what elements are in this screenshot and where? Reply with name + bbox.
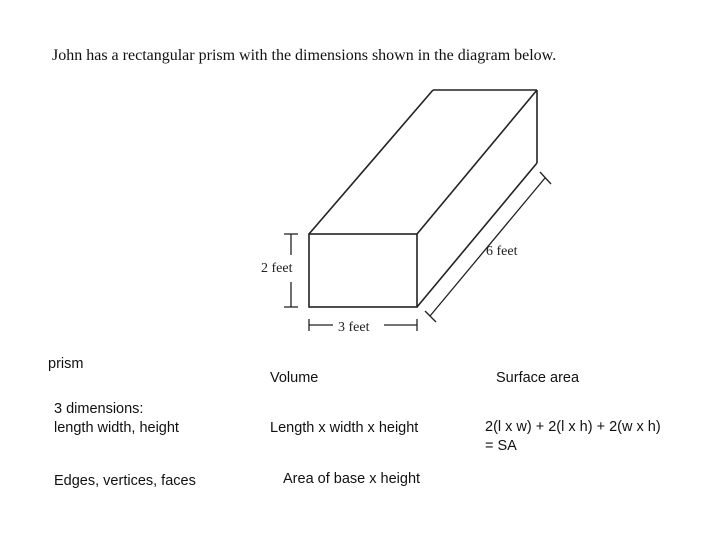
prism-front-face	[309, 234, 417, 307]
surface-area-formula	[485, 418, 661, 456]
prism-parts: Edges, vertices, faces	[54, 473, 196, 489]
prism-edge-top-right	[417, 90, 537, 234]
surface-area-formula-line2: = SA	[485, 438, 517, 454]
prism-dimensions-line2: length width, height	[54, 420, 179, 436]
prism-dimensions-line1: 3 dimensions:	[54, 401, 144, 417]
volume-formula: Length x width x height	[270, 420, 419, 436]
surface-area-heading: Surface area	[496, 370, 580, 386]
prism-edge-bottom-right	[417, 163, 537, 307]
prism-dimensions	[54, 400, 179, 438]
length-dim-tick-bottom	[425, 311, 436, 322]
width-label: 3 feet	[338, 320, 370, 335]
height-label: 2 feet	[261, 261, 293, 276]
volume-heading: Volume	[270, 370, 319, 386]
prism-edge-top-left	[309, 90, 433, 234]
problem-statement: John has a rectangular prism with the dimensions shown in the diagram below.	[52, 47, 557, 64]
volume-alt-formula: Area of base x height	[283, 471, 421, 487]
length-label: 6 feet	[486, 244, 518, 259]
surface-area-formula-line1: 2(l x w) + 2(l x h) + 2(w x h)	[485, 419, 661, 435]
prism-heading: prism	[48, 356, 84, 372]
